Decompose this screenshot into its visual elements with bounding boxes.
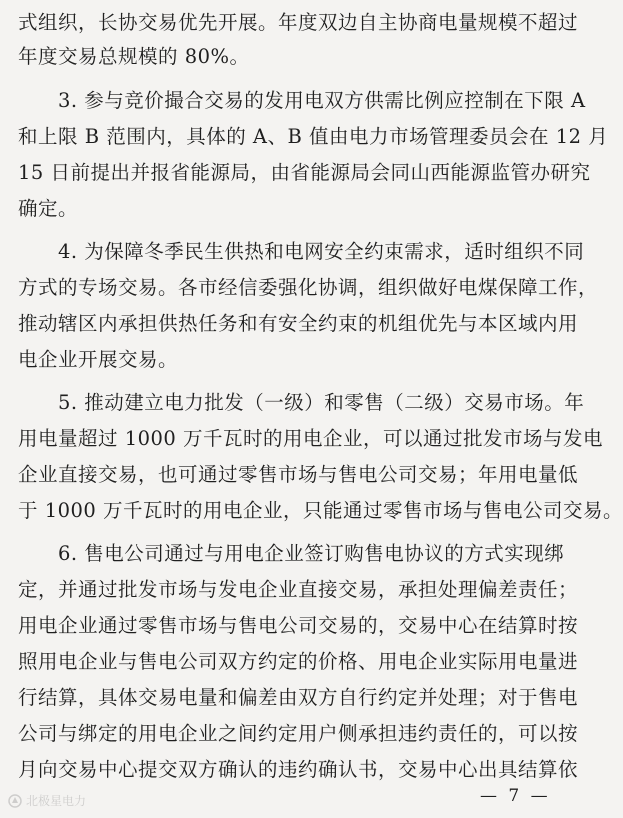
text-line: 方式的专场交易。各市经信委强化协调，组织做好电煤保障工作，: [18, 276, 599, 299]
text-line: 月向交易中心提交双方确认的违约确认书，交易中心出具结算依: [18, 758, 579, 781]
text-line: 和上限 B 范围内，具体的 A、B 值由电力市场管理委员会在 12 月: [18, 125, 609, 148]
text-line: 3. 参与竞价撮合交易的发用电双方供需比例应控制在下限 A: [58, 89, 586, 112]
watermark-logo-icon: [8, 794, 22, 808]
watermark: [8, 792, 86, 809]
text-line: 用电量超过 1000 万千瓦时的用电企业，可以通过批发市场与发电: [18, 427, 604, 450]
text-line: 企业直接交易，也可通过零售市场与售电公司交易；年用电量低: [18, 463, 579, 486]
text-line: 年度交易总规模的 80%。: [18, 45, 250, 68]
page-number: — 7 —: [480, 786, 551, 806]
text-line: 照用电企业与售电公司双方约定的价格、用电企业实际用电量进: [18, 650, 579, 673]
text-line: 6. 售电公司通过与用电企业签订购售电协议的方式实现绑: [58, 542, 565, 565]
text-line: 4. 为保障冬季民生供热和电网安全约束需求，适时组织不同: [58, 240, 585, 263]
text-line: 5. 推动建立电力批发（一级）和零售（二级）交易市场。年: [58, 391, 585, 414]
text-line: 定，并通过批发市场与发电企业直接交易，承担处理偏差责任；: [18, 578, 579, 601]
text-line: 于 1000 万千瓦时的用电企业，只能通过零售市场与售电公司交易。: [18, 499, 623, 522]
watermark-text: 北极星电力: [26, 794, 87, 808]
text-line: 公司与绑定的用电企业之间约定用户侧承担违约责任的，可以按: [18, 722, 579, 745]
text-line: 用电企业通过零售市场与售电公司交易的，交易中心在结算时按: [18, 614, 579, 637]
text-line: 推动辖区内承担供热任务和有安全约束的机组优先与本区域内用: [18, 312, 579, 335]
text-line: 行结算，具体交易电量和偏差由双方自行约定并处理；对于售电: [18, 686, 579, 709]
text-line: 电企业开展交易。: [18, 348, 179, 371]
text-line: 式组织，长协交易优先开展。年度双边自主协商电量规模不超过: [18, 11, 579, 34]
text-line: 确定。: [18, 197, 79, 220]
text-line: 15 日前提出并报省能源局，由省能源局会同山西能源监管办研究: [18, 161, 591, 184]
